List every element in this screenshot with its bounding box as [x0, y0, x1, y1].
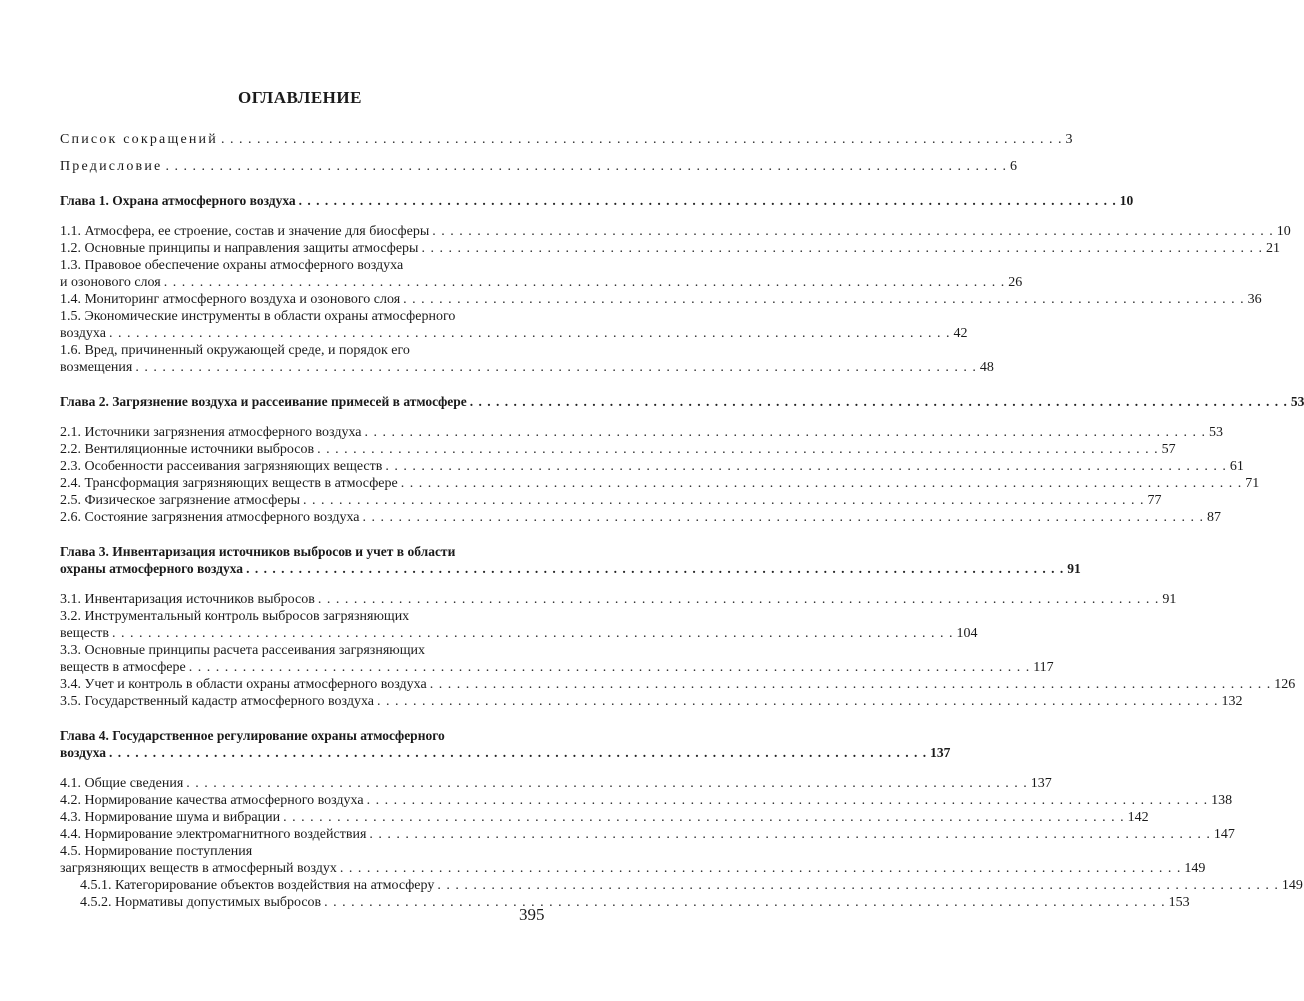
chapter-title: воздуха	[60, 745, 107, 760]
chapter-page: 10	[1119, 193, 1134, 208]
entry-text: 2.1. Источники загрязнения атмосферного воздуха	[60, 425, 362, 440]
toc-chapter-3[interactable]	[60, 560, 1081, 577]
entry-page: 36	[1247, 292, 1262, 307]
entry-page: 42	[953, 326, 968, 341]
leader-dots	[385, 458, 1227, 475]
leader-dots	[112, 625, 954, 642]
chapter-title[interactable]: Глава 3. Инвентаризация источников выбросов и учет в области	[60, 544, 456, 559]
entry-text: 4.4. Нормирование электромагнитного воздействия	[60, 827, 367, 842]
toc-chapter-1[interactable]	[60, 192, 1134, 209]
entry-page: 61	[1229, 459, 1244, 474]
entry-text: 2.2. Вентиляционные источники выбросов	[60, 442, 315, 457]
toc-entry-abbreviations[interactable]	[60, 131, 1075, 148]
toc-entry[interactable]	[60, 591, 1177, 608]
leader-dots	[303, 492, 1145, 509]
toc-entry[interactable]	[60, 693, 1243, 710]
entry-text: 3.4. Учет и контроль в области охраны атмосферного воздуха	[60, 677, 427, 692]
chapter-title: Глава 1. Охрана атмосферного воздуха	[60, 193, 296, 208]
toc-entry[interactable]	[60, 659, 1054, 676]
entry-text: 1.4. Мониторинг атмосферного воздуха и озонового слоя	[60, 292, 401, 307]
leader-dots	[299, 192, 1117, 209]
toc-title: ОГЛАВЛЕНИЕ	[238, 88, 362, 107]
leader-dots	[367, 792, 1209, 809]
leader-dots	[164, 274, 1006, 291]
leader-dots	[109, 744, 927, 761]
entry-page: 77	[1147, 493, 1162, 508]
toc-entry[interactable]	[60, 359, 994, 376]
entry-text-line: 1.6. Вред, причиненный окружающей среде, и порядок его	[60, 343, 410, 358]
leader-dots	[317, 441, 1159, 458]
entry-page: 3	[1065, 132, 1075, 147]
leader-dots	[189, 659, 1031, 676]
leader-dots	[430, 676, 1272, 693]
entry-page: 117	[1033, 660, 1054, 675]
leader-dots	[221, 131, 1063, 148]
toc-entry[interactable]	[60, 625, 978, 642]
chapter-title: Глава 2. Загрязнение воздуха и рассеивание примесей в атмосфере	[60, 394, 467, 409]
entry-text: 2.5. Физическое загрязнение атмосферы	[60, 493, 300, 508]
chapter-page: 91	[1067, 561, 1081, 576]
toc-entry[interactable]	[60, 240, 1280, 257]
toc-entry[interactable]	[60, 458, 1244, 475]
entry-text: 4.1. Общие сведения	[60, 776, 184, 791]
chapter-page: 137	[930, 745, 951, 760]
entry-text-line: 3.2. Инструментальный контроль выбросов загрязняющих	[60, 609, 410, 624]
entry-page: 48	[979, 360, 994, 375]
entry-text: воздуха	[60, 326, 106, 341]
entry-text: Список сокращений	[60, 132, 218, 147]
entry-page: 57	[1161, 442, 1176, 457]
entry-text: и озонового слоя	[60, 275, 161, 290]
toc-entry[interactable]	[60, 475, 1260, 492]
leader-dots	[324, 894, 1166, 911]
entry-page: 126	[1274, 677, 1296, 692]
leader-dots	[470, 393, 1288, 410]
toc-page	[60, 88, 1304, 911]
entry-text: 2.6. Состояние загрязнения атмосферного воздуха	[60, 510, 360, 525]
entry-page: 91	[1162, 592, 1177, 607]
entry-text: Предисловие	[60, 159, 163, 174]
entry-text: 4.3. Нормирование шума и вибрации	[60, 810, 281, 825]
toc-entry[interactable]	[60, 792, 1233, 809]
entry-text: 4.5.2. Нормативы допустимых выбросов	[80, 895, 322, 910]
leader-dots	[186, 775, 1028, 792]
entry-text-line: 3.3. Основные принципы расчета рассеивания загрязняющих	[60, 643, 426, 658]
entry-text: 4.2. Нормирование качества атмосферного воздуха	[60, 793, 364, 808]
toc-entry[interactable]	[60, 441, 1176, 458]
entry-text: загрязняющих веществ в атмосферный воздух	[60, 861, 337, 876]
toc-entry[interactable]	[60, 274, 1023, 291]
leader-dots	[135, 359, 977, 376]
toc-entry[interactable]	[60, 676, 1296, 693]
entry-page: 21	[1265, 241, 1280, 256]
leader-dots	[283, 809, 1125, 826]
entry-page: 132	[1221, 694, 1243, 709]
entry-text: 4.5.1. Категорирование объектов воздействия на атмосферу	[80, 878, 435, 893]
leader-dots	[421, 240, 1263, 257]
leader-dots	[437, 877, 1279, 894]
entry-text: возмещения	[60, 360, 133, 375]
entry-text: 2.4. Трансформация загрязняющих веществ в атмосфере	[60, 476, 398, 491]
leader-dots	[109, 325, 951, 342]
entry-text: веществ	[60, 626, 110, 641]
leader-dots	[362, 509, 1204, 526]
entry-text-line: 4.5. Нормирование поступления	[60, 844, 253, 859]
entry-page: 138	[1211, 793, 1233, 808]
entry-text: 3.1. Инвентаризация источников выбросов	[60, 592, 315, 607]
entry-page: 10	[1276, 224, 1291, 239]
toc-entry[interactable]	[60, 424, 1223, 441]
entry-page: 149	[1184, 861, 1206, 876]
toc-entry[interactable]	[60, 509, 1221, 526]
entry-page: 153	[1168, 895, 1190, 910]
toc-entry[interactable]	[60, 826, 1235, 843]
leader-dots	[364, 424, 1206, 441]
chapter-title[interactable]: Глава 4. Государственное регулирование охраны атмосферного	[60, 728, 445, 743]
toc-entry[interactable]	[60, 492, 1162, 509]
entry-page: 71	[1245, 476, 1260, 491]
leader-dots	[401, 475, 1243, 492]
toc-entry-preface[interactable]	[60, 158, 1020, 175]
entry-page: 53	[1208, 425, 1223, 440]
entry-text-line: 1.3. Правовое обеспечение охраны атмосферного воздуха	[60, 258, 404, 273]
toc-entry[interactable]	[60, 223, 1291, 240]
entry-text: 1.1. Атмосфера, ее строение, состав и значение для биосферы	[60, 224, 430, 239]
toc-entry[interactable]	[60, 809, 1149, 826]
entry-page: 6	[1009, 159, 1020, 174]
chapter-page: 53	[1290, 394, 1304, 409]
leader-dots	[432, 223, 1274, 240]
entry-text: веществ в атмосфере	[60, 660, 186, 675]
toc-entry[interactable]	[60, 291, 1262, 308]
entry-page: 147	[1213, 827, 1235, 842]
leader-dots	[377, 693, 1219, 710]
leader-dots	[165, 158, 1007, 175]
page-number: 395	[519, 905, 545, 924]
toc-subentry[interactable]	[60, 894, 1190, 911]
entry-page: 137	[1030, 776, 1052, 791]
leader-dots	[318, 591, 1160, 608]
entry-page: 26	[1008, 275, 1023, 290]
toc-entry[interactable]	[60, 775, 1052, 792]
leader-dots	[340, 860, 1182, 877]
entry-text: 2.3. Особенности рассеивания загрязняющих веществ	[60, 459, 383, 474]
entry-page: 149	[1281, 878, 1303, 893]
leader-dots	[369, 826, 1211, 843]
entry-text: 1.2. Основные принципы и направления защиты атмосферы	[60, 241, 419, 256]
toc-chapter-4[interactable]	[60, 744, 951, 761]
entry-text: 3.5. Государственный кадастр атмосферного воздуха	[60, 694, 374, 709]
toc-chapter-2[interactable]	[60, 393, 1304, 410]
leader-dots	[403, 291, 1245, 308]
toc-entry[interactable]	[60, 325, 968, 342]
chapter-title: охраны атмосферного воздуха	[60, 561, 244, 576]
entry-page: 142	[1127, 810, 1149, 825]
entry-page: 87	[1206, 510, 1221, 525]
toc-subentry[interactable]	[60, 877, 1303, 894]
leader-dots	[246, 560, 1064, 577]
entry-text-line: 1.5. Экономические инструменты в области охраны атмосферного	[60, 309, 456, 324]
entry-page: 104	[956, 626, 978, 641]
toc-entry[interactable]	[60, 860, 1206, 877]
